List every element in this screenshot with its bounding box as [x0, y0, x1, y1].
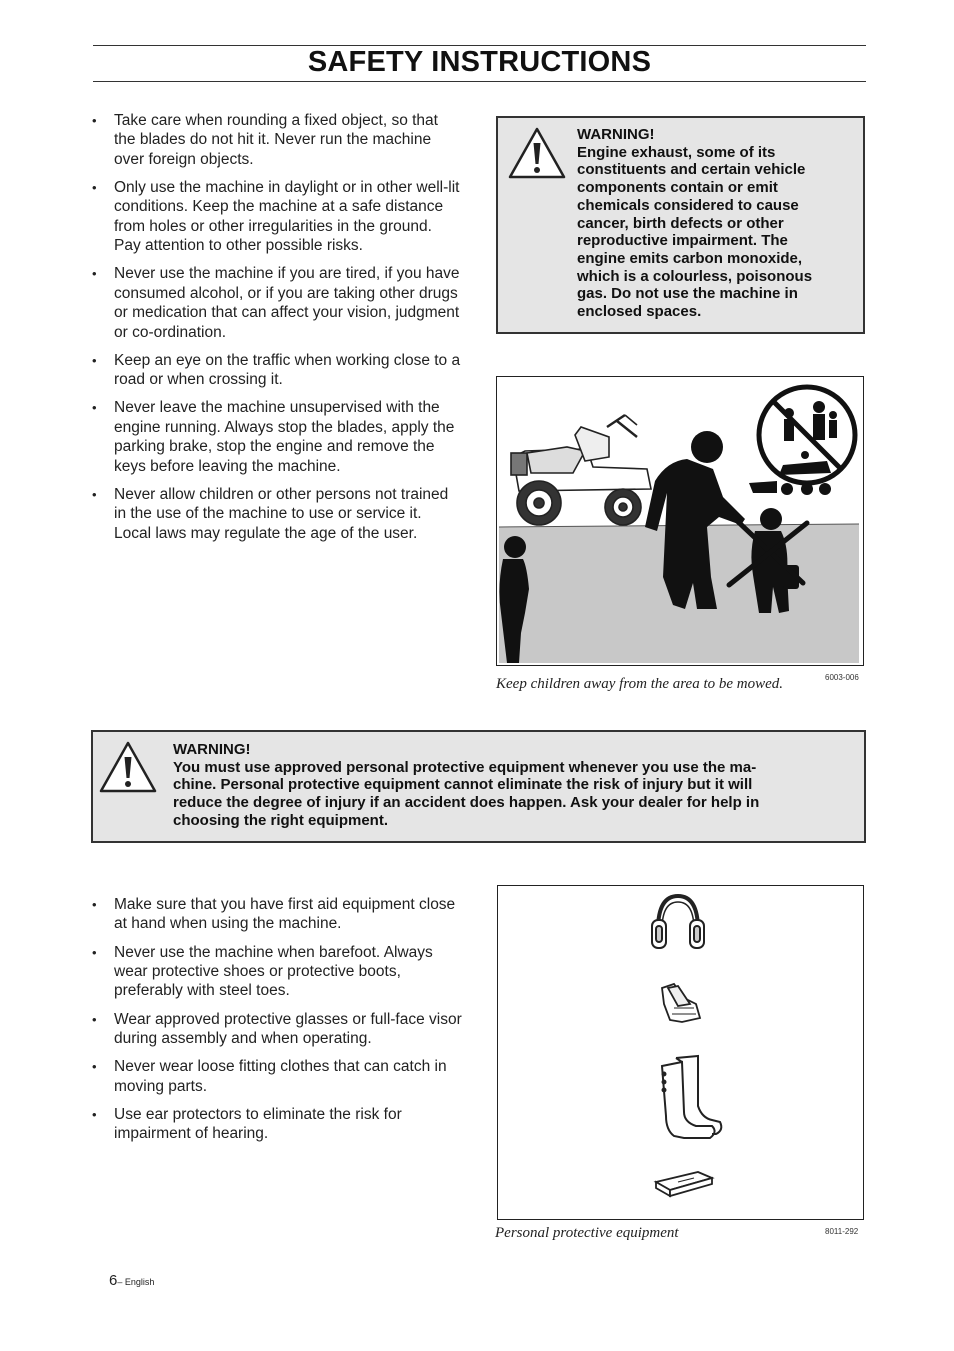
warning-line: chine. Personal protective equipment cannot eliminate the risk of injury but it will: [173, 776, 753, 794]
figure-code: 8011-292: [825, 1227, 859, 1236]
list-item: • Never wear loose fitting clothes that can catch in moving parts.: [92, 1057, 462, 1096]
warning-line: which is a colourless, poisonous: [577, 267, 813, 285]
first-aid-kit-icon: [656, 1172, 712, 1196]
warning-triangle-icon: [507, 126, 567, 180]
warning-box-exhaust: [496, 116, 865, 334]
list-item: • Use ear protectors to eliminate the risk for impairment of hearing.: [92, 1105, 462, 1144]
list-item: • Take care when rounding a fixed object, so that the blades do not hit it. Never run the machine over foreign objects.: [92, 111, 462, 169]
page-number-value: 6: [109, 1272, 118, 1289]
list-item: • Never use the machine when barefoot. Always wear protective shoes or protective boots, preferably with steel toes.: [92, 943, 462, 1001]
list-item: • Never allow children or other persons not trained in the use of the machine to use or service it. Local laws may regulate the age of the user.: [92, 485, 462, 543]
list-item: • Keep an eye on the traffic when working close to a road or when crossing it.: [92, 351, 462, 390]
list-item: • Wear approved protective glasses or full-face visor during assembly and when operating.: [92, 1010, 462, 1049]
warning-line: reduce the degree of injury if an accident does happen. Ask your dealer for help in: [173, 794, 760, 812]
children-illustration: [496, 376, 864, 666]
mower-scene-illustration: [497, 377, 863, 665]
figure-code: 6003-006: [825, 673, 859, 682]
top-bullet-list: [92, 111, 462, 552]
ppe-items-illustration: [498, 886, 863, 1219]
warning-line: enclosed spaces.: [577, 303, 702, 321]
warning-line: cancer, birth defects or other: [577, 214, 784, 232]
warning-line: engine emits carbon monoxide,: [577, 249, 803, 267]
warning-text: [577, 126, 862, 321]
figure-caption: Keep children away from the area to be mowed.: [496, 676, 784, 692]
warning-line: choosing the right equipment.: [173, 811, 388, 829]
list-item: • Never use the machine if you are tired, if you have consumed alcohol, or if you are taking other drugs or medication that can affect your vision, judgment or co-ordination.: [92, 264, 462, 342]
page-number: [109, 1272, 154, 1289]
list-item: • Only use the machine in daylight or in other well-lit conditions. Keep the machine at a safe distance from holes or other irregularities in the ground. Pay attention to other possible risks.: [92, 178, 462, 256]
list-item: • Make sure that you have first aid equipment close at hand when using the machine.: [92, 895, 462, 934]
warning-line: components contain or emit: [577, 179, 778, 197]
header-rule-bottom: [93, 81, 866, 82]
warning-text: [173, 741, 853, 830]
warning-line: gas. Do not use the machine in: [577, 285, 798, 303]
figure-caption: Personal protective equipment: [495, 1225, 679, 1241]
boots-icon: [662, 1056, 721, 1138]
warning-line: Engine exhaust, some of its: [577, 143, 776, 161]
warning-line: You must use approved personal protective equipment whenever you use the ma-: [173, 758, 757, 776]
ear-protector-icon: [652, 896, 704, 948]
warning-line: constituents and certain vehicle: [577, 161, 806, 179]
bottom-bullet-list: [92, 895, 462, 1152]
gloves-icon: [662, 984, 700, 1022]
warning-line: reproductive impairment. The: [577, 232, 788, 250]
ppe-illustration: [497, 885, 864, 1220]
page-language: – English: [117, 1277, 155, 1287]
list-item: • Never leave the machine unsupervised with the engine running. Always stop the blades, apply the parking brake, stop the engine and remove the keys before leaving the machine.: [92, 398, 462, 476]
page-title: SAFETY INSTRUCTIONS: [307, 46, 652, 78]
warning-box-ppe: [91, 730, 866, 843]
warning-line: chemicals considered to cause: [577, 196, 799, 214]
warning-heading: WARNING!: [577, 126, 655, 143]
warning-heading: WARNING!: [173, 741, 251, 758]
warning-triangle-icon: [98, 740, 158, 794]
